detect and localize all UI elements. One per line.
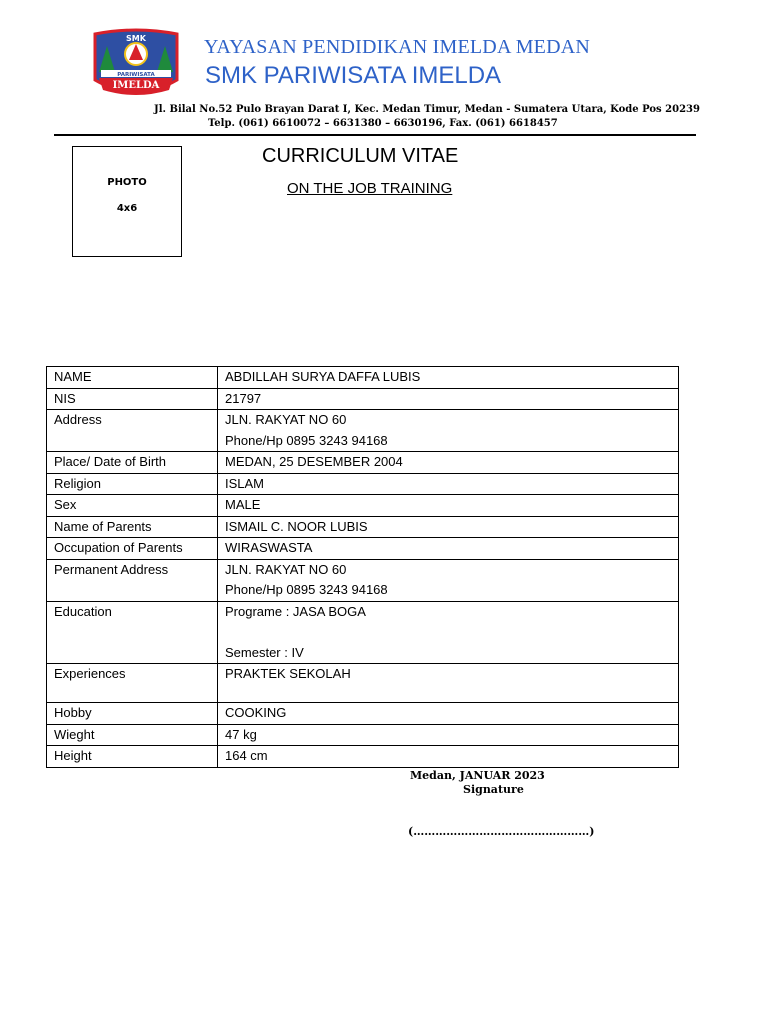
school-logo [93, 28, 179, 98]
table-row [47, 746, 679, 768]
table-row [47, 473, 679, 495]
row-label: Permanent Address [47, 559, 218, 601]
row-value-line: ISMAIL C. NOOR LUBIS [225, 518, 368, 534]
row-value [218, 559, 679, 601]
photo-placeholder [72, 146, 182, 257]
row-label: Wieght [47, 724, 218, 746]
row-value [218, 724, 679, 746]
row-value [218, 516, 679, 538]
table-row [47, 703, 679, 725]
photo-size: 4x6 [116, 203, 138, 214]
row-label: Hobby [47, 703, 218, 725]
row-value-line: Programe : JASA BOGA [225, 603, 366, 619]
row-value [218, 746, 679, 768]
row-label: NIS [47, 388, 218, 410]
row-value-line: 47 kg [225, 726, 257, 742]
row-value-line: MALE [225, 497, 261, 512]
row-value-line: Phone/Hp 0895 3243 94168 [225, 582, 388, 597]
school-name: SMK PARIWISATA IMELDA [205, 62, 502, 89]
row-value [218, 452, 679, 474]
row-value [218, 601, 679, 664]
signature-label: Signature [463, 783, 524, 796]
school-address: Jl. Bilal No.52 Pulo Brayan Darat I, Kec. Medan Timur, Medan - Sumatera Utara, Kode Pos 20239 [154, 104, 700, 115]
row-value-line: Phone/Hp 0895 3243 94168 [225, 432, 388, 448]
row-label: Address [47, 410, 218, 452]
table-row [47, 724, 679, 746]
table-row [47, 367, 679, 389]
row-label: Name of Parents [47, 516, 218, 538]
row-value-line: ABDILLAH SURYA DAFFA LUBIS [225, 369, 421, 384]
row-value-line [225, 622, 678, 643]
row-label: Place/ Date of Birth [47, 452, 218, 474]
row-label: Occupation of Parents [47, 538, 218, 560]
row-value-line: WIRASWASTA [225, 540, 313, 555]
row-value [218, 367, 679, 389]
header-divider [54, 134, 696, 136]
photo-label: PHOTO [107, 177, 147, 188]
table-row [47, 516, 679, 538]
document-title: CURRICULUM VITAE [262, 145, 459, 167]
row-value-line: 164 cm [225, 748, 268, 763]
row-value [218, 410, 679, 452]
table-row [47, 388, 679, 410]
logo-band-text: PARIWISATA [117, 72, 155, 78]
table-row [47, 538, 679, 560]
row-value-line: JLN. RAKYAT NO 60 [225, 561, 347, 577]
foundation-name: YAYASAN PENDIDIKAN IMELDA MEDAN [204, 36, 591, 58]
row-value [218, 495, 679, 517]
table-row [47, 664, 679, 703]
school-phone: Telp. (061) 6610072 – 6631380 – 6630196, Fax. (061) 6618457 [208, 118, 558, 129]
row-value-line: MEDAN, 25 DESEMBER 2004 [225, 454, 403, 469]
cv-table [46, 366, 679, 768]
row-label: Education [47, 601, 218, 664]
row-value [218, 388, 679, 410]
signature-place-date: Medan, JANUAR 2023 [410, 769, 545, 782]
table-row [47, 495, 679, 517]
logo-bottom-text: IMELDA [112, 80, 160, 91]
table-row [47, 601, 679, 664]
row-label: Religion [47, 473, 218, 495]
row-value [218, 703, 679, 725]
row-label: NAME [47, 367, 218, 389]
table-row [47, 452, 679, 474]
row-label: Sex [47, 495, 218, 517]
row-value [218, 538, 679, 560]
row-value-line: 21797 [225, 390, 262, 406]
row-value-line: Semester : IV [225, 644, 304, 660]
row-value [218, 473, 679, 495]
row-label: Height [47, 746, 218, 768]
row-value-line: JLN. RAKYAT NO 60 [225, 412, 347, 427]
table-row [47, 559, 679, 601]
logo-top-text: SMK [126, 34, 146, 43]
document-subtitle: ON THE JOB TRAINING [287, 180, 453, 197]
signature-line: (…………………………………………) [408, 825, 595, 838]
row-value-line: PRAKTEK SEKOLAH [225, 666, 351, 681]
row-label: Experiences [47, 664, 218, 703]
row-value-line: ISLAM [225, 475, 265, 491]
row-value-line: COOKING [225, 705, 287, 720]
row-value [218, 664, 679, 703]
table-row [47, 410, 679, 452]
